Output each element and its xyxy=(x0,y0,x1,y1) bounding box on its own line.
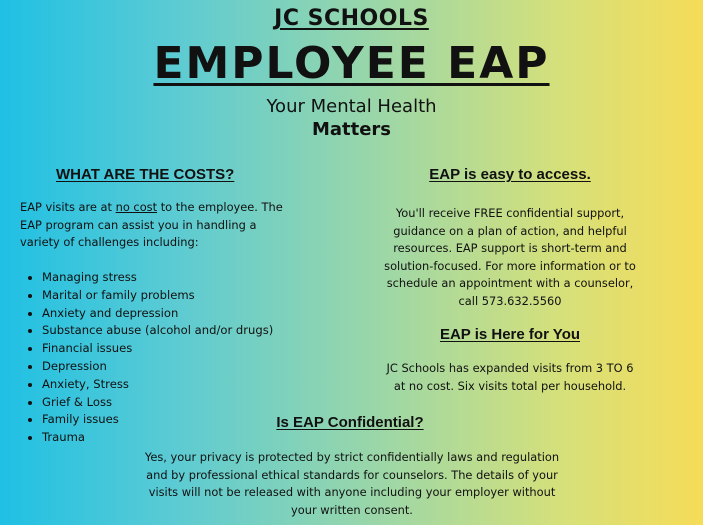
subtitle-line-1: Your Mental Health xyxy=(266,96,437,117)
list-item: • Marital or family problems xyxy=(42,287,310,305)
list-item: • Depression xyxy=(42,358,310,376)
list-item: • Financial issues xyxy=(42,340,310,358)
costs-intro xyxy=(20,199,288,252)
list-item: • Managing stress xyxy=(42,269,310,287)
costs-intro-after: to the employee. The EAP program can assist you in handling a variety of challenges including: xyxy=(20,200,283,249)
access-text: You'll receive FREE confidential support, guidance on a plan of action, and helpful resources. EAP support is short-term and solution-focused. For more information or to schedule an appointment with a counselor, call 573.632.5560 xyxy=(384,206,636,308)
list-item: • Anxiety, Stress xyxy=(42,376,310,394)
access-heading: EAP is easy to access. xyxy=(429,166,591,183)
subtitle-line-2: Matters xyxy=(311,119,392,140)
confidential-text: Yes, your privacy is protected by strict confidentially laws and regulation and by professional ethical standards for counselors. The details of your visits will not be released with anyone including your employer without your written consent. xyxy=(144,450,560,517)
costs-intro-emphasis: no cost xyxy=(115,200,158,214)
costs-heading: WHAT ARE THE COSTS? xyxy=(56,166,235,183)
list-item: • Grief & Loss xyxy=(42,394,310,412)
costs-intro-before: EAP visits are at xyxy=(20,200,116,214)
list-item: • Family issues xyxy=(42,411,310,429)
here-heading: EAP is Here for You xyxy=(439,326,581,343)
confidential-heading: Is EAP Confidential? xyxy=(276,414,424,431)
here-text: JC Schools has expanded visits from 3 TO 6 at no cost. Six visits total per household. xyxy=(386,361,634,393)
list-item: • Substance abuse (alcohol and/or drugs) xyxy=(42,322,310,340)
school-name: JC SCHOOLS xyxy=(274,6,429,31)
list-item: • Anxiety and depression xyxy=(42,305,310,323)
page-title: EMPLOYEE EAP xyxy=(153,38,550,89)
list-item: • Trauma xyxy=(42,429,310,447)
